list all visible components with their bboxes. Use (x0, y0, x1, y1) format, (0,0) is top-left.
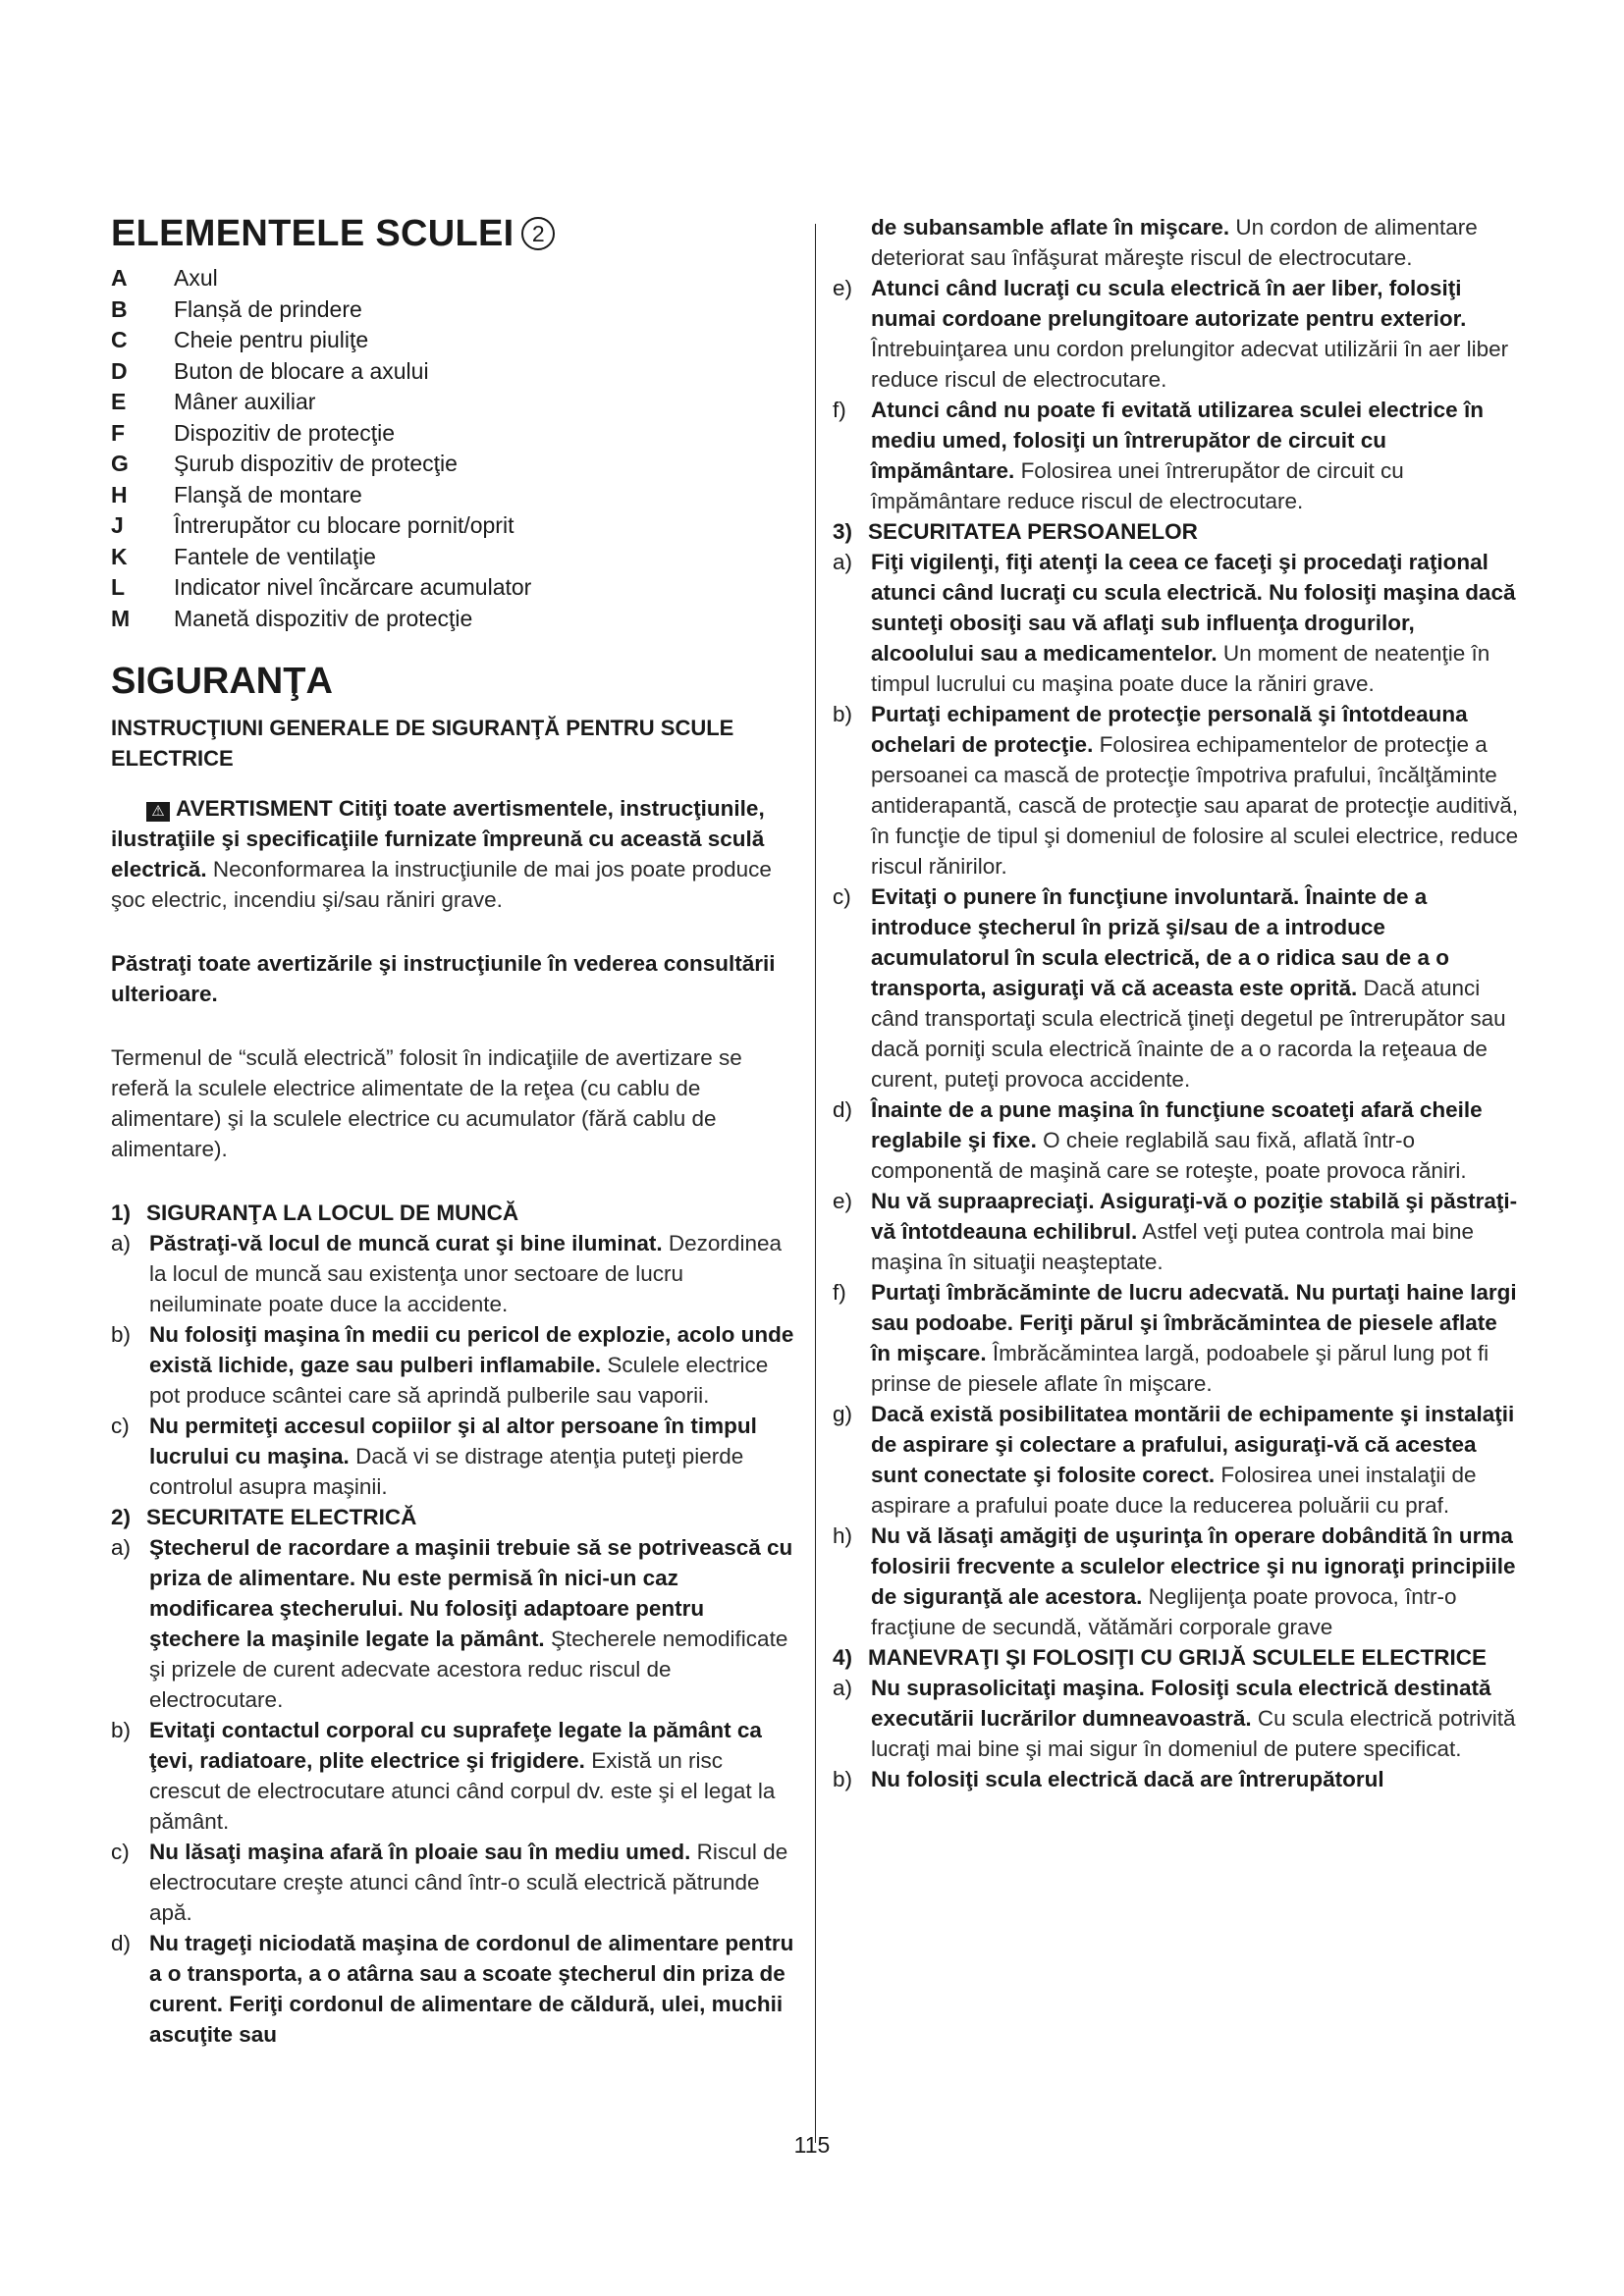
column-divider (815, 224, 816, 2143)
list-item: a) Nu suprasolicitaţi maşina. Folosiţi scula electrică destinată executării lucrărilor dumneavoastră. Cu scula electrică potrivită lucraţi mai bine şi mai sigur în domeniul de putere specificat. (833, 1676, 1516, 1761)
list-item: f) Purtaţi îmbrăcăminte de lucru adecvată. Nu purtaţi haine largi sau podoabe. Feriţi părul şi îmbrăcămintea de piesele aflate în mişcare. Îmbrăcămintea largă, podoabele şi părul lung pot fi prinse de piesele aflate în mişcare. (833, 1280, 1517, 1396)
warning-paragraph: ⚠ AVERTISMENT Citiţi toate avertismentele, instrucţiunile, ilustraţiile şi specificaţiile furnizate împreună cu această sculă electrică. Neconformarea la instrucţiunile de mai jos poate produce şoc electric, incendiu şi/sau răniri grave. (111, 796, 772, 912)
safety-subtitle: INSTRUCŢIUNI GENERALE DE SIGURANŢĂ PENTRU SCULE ELECTRICE (111, 716, 734, 771)
right-column (833, 212, 1520, 1794)
section-heading: 3) SECURITATEA PERSOANELOR (833, 519, 1198, 544)
list-item: h) Nu vă lăsaţi amăgiţi de uşurinţa în operare dobândită în urma folosirii frecvente a sculelor electrice şi nu ignoraţi principiile de siguranţă ale acestora. Neglijenţa poate provoca, într-o fracţiune de secundă, vătămări corporale grave (833, 1523, 1516, 1639)
legend-item: B Flanșă de prindere (111, 295, 362, 322)
list-item: a) Păstraţi-vă locul de muncă curat şi bine iluminat. Dezordinea la locul de muncă sau existenţa unor sectoare de lucru neiluminate poate duce la accidente. (111, 1231, 782, 1316)
figure-ref-badge: 2 (521, 217, 555, 250)
list-item: e) Atunci când lucraţi cu scula electrică în aer liber, folosiţi numai cordoane prelungitoare autorizate pentru exterior. Întrebuinţarea unu cordon prelungitor adecvat utilizării în aer liber reduce riscul de electrocutare. (833, 276, 1509, 392)
list-item: c) Nu permiteţi accesul copiilor şi al altor persoane în timpul lucrului cu maşina. Dacă vi se distrage atenţia puteţi pierde controlul asupra maşinii. (111, 1414, 757, 1499)
legend-item: C Cheie pentru piuliţe (111, 327, 369, 352)
legend-item: E Mâner auxiliar (111, 389, 316, 414)
legend-item: J Întrerupător cu blocare pornit/oprit (111, 512, 514, 538)
list-item: a) Fiţi vigilenţi, fiţi atenţi la ceea ce faceţi şi procedaţi raţional atunci când lucraţi cu scula electrică. Nu folosiţi maşina dacă sunteţi obosiţi sau vă aflaţi sub influenţa drogurilor, alcoolului sau a medicamentelor. Un moment de neatenţie în timpul lucrului cu maşina poate duce la răniri grave. (833, 550, 1516, 696)
list-item: g) Dacă există posibilitatea montării de echipamente şi instalaţii de aspirare şi colectare a prafului, asiguraţi-vă că acestea sunt conectate şi folosite corect. Folosirea unei instalaţii de aspirare a prafului poate duce la reducerea poluării cu praf. (833, 1402, 1515, 1518)
legend-item: H Flanşă de montare (111, 481, 362, 507)
legend-item: A Axul (111, 265, 218, 291)
legend-item: L Indicator nivel încărcare acumulator (111, 574, 532, 600)
list-item-continuation: de subansamble aflate în mişcare. Un cordon de alimentare deteriorat sau înfăşurat măreşte riscul de electrocutare. (871, 215, 1478, 270)
section-heading: 4) MANEVRAŢI ŞI FOLOSIŢI CU GRIJĂ SCULELE ELECTRICE (833, 1645, 1488, 1670)
term-paragraph: Termenul de “sculă electrică” folosit în indicaţiile de avertizare se referă la sculele electrice alimentate de la reţea (cu cablu de alimentare) şi la sculele electrice cu acumulator (fără cablu de alimentare). (111, 1045, 742, 1161)
list-item: b) Evitaţi contactul corporal cu suprafeţe legate la pământ ca ţevi, radiatoare, plite electrice şi frigidere. Există un risc crescut de electrocutare atunci când corpul dv. este şi el legat la pământ. (111, 1718, 776, 1834)
list-item: b) Nu folosiţi scula electrică dacă are întrerupătorul (833, 1767, 1384, 1791)
keep-instructions: Păstraţi toate avertizările şi instrucţiunile în vederea consultării ulterioare. (111, 951, 776, 1006)
list-item: c) Evitaţi o punere în funcţiune involuntară. Înainte de a introduce ştecherul în priză şi/sau de a introduce acumulatorul în scula electrică, de a o ridica sau de a o transporta, asiguraţi vă că aceasta este oprită. Dacă atunci când transportaţi scula electrică ţineţi degetul pe întrerupător sau dacă porniţi scula electrică înainte de a o racorda la reţeaua de curent, puteţi provoca accidente. (833, 884, 1506, 1092)
list-item: f) Atunci când nu poate fi evitată utilizarea sculei electrice în mediu umed, folosiţi un întrerupător de circuit cu împământare. Folosirea unei întrerupător de circuit cu împământare reduce riscul de electrocutare. (833, 398, 1484, 513)
tool-legend (111, 263, 798, 634)
legend-item: M Manetă dispozitiv de protecţie (111, 605, 473, 631)
list-item: e) Nu vă supraapreciaţi. Asiguraţi-vă o poziţie stabilă şi păstraţi-vă întotdeauna echilibrul. Astfel veţi putea controla mai bine maşina în situaţii neaşteptate. (833, 1189, 1518, 1274)
legend-item: K Fantele de ventilaţie (111, 543, 376, 569)
list-item: b) Nu folosiţi maşina în medii cu pericol de explozie, acolo unde există lichide, gaze sau pulberi inflamabile. Sculele electrice pot produce scântei care să aprindă pulberile sau vaporii. (111, 1322, 794, 1408)
list-item: b) Purtaţi echipament de protecţie personală şi întotdeauna ochelari de protecţie. Folosirea echipamentelor de protecţie a persoanei ca mască de protecţie împotriva prafului, încălţăminte antiderapantă, cască de protecţie sau aparat de protecţie auditivă, în funcţie de tipul şi domeniul de folosire al sculei electrice, reduce riscul rănirilor. (833, 702, 1519, 879)
list-item: d) Nu trageţi niciodată maşina de cordonul de alimentare pentru a o transporta, a o atârna sau a scoate ştecherul din priza de curent. Feriţi cordonul de alimentare de căldură, ulei, muchii ascuţite sau (111, 1931, 794, 2047)
list-item: d) Înainte de a pune maşina în funcţiune scoateţi afară cheile reglabile şi fixe. O cheie reglabilă sau fixă, aflată într-o componentă de maşină care se roteşte, poate provoca răniri. (833, 1097, 1483, 1183)
section-heading: 1) SIGURANŢA LA LOCUL DE MUNCĂ (111, 1201, 519, 1225)
left-column (111, 212, 798, 2050)
safety-title: SIGURANŢA (111, 661, 333, 702)
legend-item: D Buton de blocare a axului (111, 357, 429, 384)
section-heading: 2) SECURITATE ELECTRICĂ (111, 1505, 417, 1529)
list-item: a) Ştecherul de racordare a maşinii trebuie să se potrivească cu priza de alimentare. Nu este permisă în nici-un caz modificarea ştecherului. Nu folosiţi adaptoare pentru ştechere la maşinile legate la pământ. Ştecherele nemodificate şi prizele de curent adecvate acestora reduc riscul de electrocutare. (111, 1535, 793, 1712)
tool-elements-title: ELEMENTELE SCULEI 2 (111, 212, 798, 255)
warning-icon: ⚠ (146, 802, 170, 822)
page-number: 115 (793, 2132, 831, 2158)
legend-item: G Şurub dispozitiv de protecţie (111, 451, 458, 476)
list-item: c) Nu lăsaţi maşina afară în ploaie sau în mediu umed. Riscul de electrocutare creşte atunci când într-o sculă electrică pătrunde apă. (111, 1840, 788, 1925)
legend-item: F Dispozitiv de protecţie (111, 419, 395, 446)
